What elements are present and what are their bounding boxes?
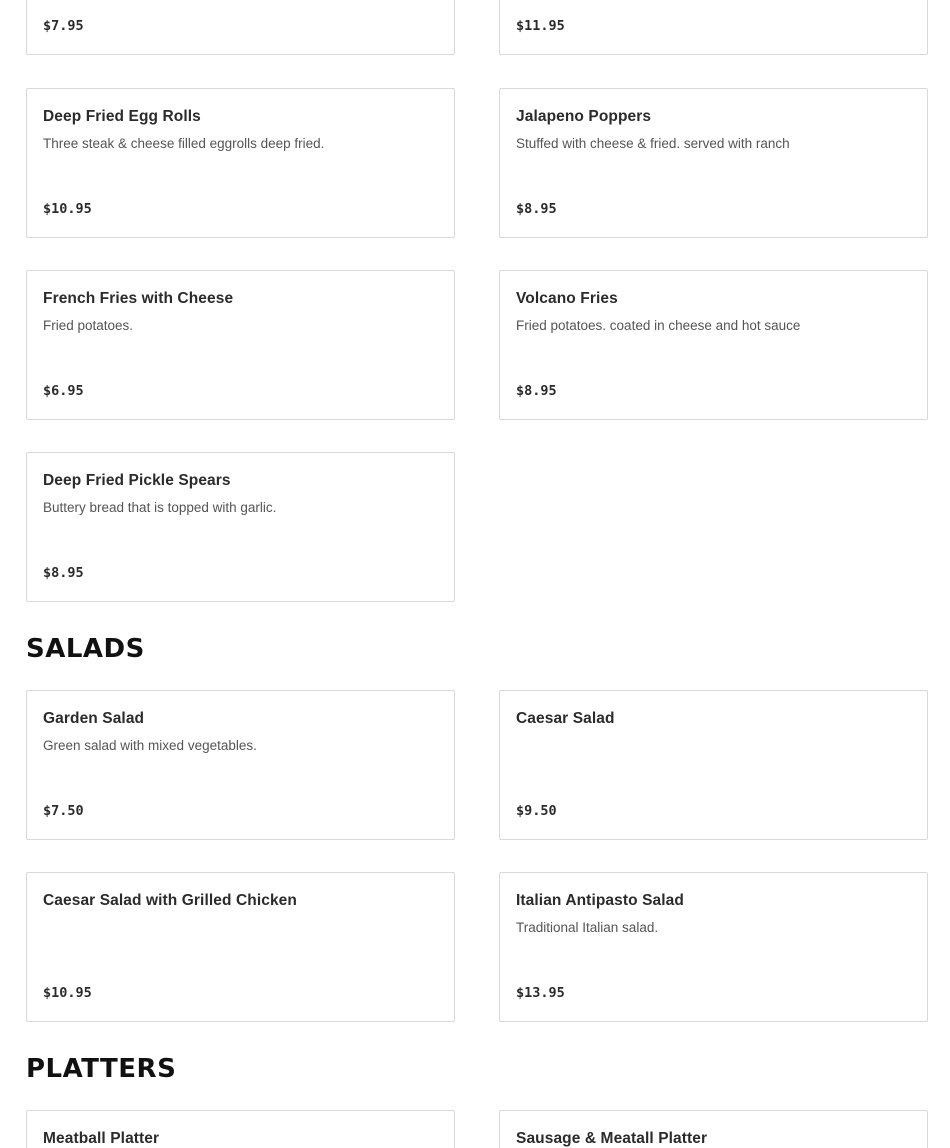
- item-price: $7.95: [43, 18, 84, 34]
- menu-item-card[interactable]: [26, 270, 455, 420]
- menu-item-card[interactable]: [499, 270, 928, 420]
- menu-item-card[interactable]: [26, 690, 455, 840]
- item-name: Italian Antipasto Salad: [516, 892, 684, 909]
- item-name: French Fries with Cheese: [43, 290, 234, 307]
- item-price: $6.95: [43, 383, 84, 399]
- item-price: $9.50: [516, 803, 557, 819]
- item-name: Caesar Salad with Grilled Chicken: [43, 892, 297, 909]
- menu-item-card[interactable]: [26, 872, 455, 1022]
- item-price: $8.95: [516, 201, 557, 217]
- item-price: $7.50: [43, 803, 84, 819]
- item-name: Deep Fried Pickle Spears: [43, 472, 231, 489]
- item-description: Buttery bread that is topped with garlic.: [43, 500, 277, 515]
- item-name: Garden Salad: [43, 710, 145, 727]
- item-description: Fried potatoes.: [43, 318, 134, 333]
- menu-item-card[interactable]: [499, 690, 928, 840]
- item-name: Meatball Platter: [43, 1130, 160, 1147]
- menu-item-card[interactable]: [499, 872, 928, 1022]
- item-price: $11.95: [516, 18, 565, 34]
- item-name: Jalapeno Poppers: [516, 108, 652, 125]
- item-description: Stuffed with cheese & fried. served with ranch: [516, 136, 790, 151]
- menu-item-card[interactable]: [26, 1110, 455, 1148]
- item-name: Caesar Salad: [516, 710, 615, 727]
- item-price: $8.95: [43, 565, 84, 581]
- item-price: $10.95: [43, 201, 92, 217]
- item-description: Fried potatoes. coated in cheese and hot sauce: [516, 318, 801, 333]
- menu-item-card[interactable]: [26, 452, 455, 602]
- menu-item-card[interactable]: [499, 0, 928, 55]
- menu-item-card[interactable]: [499, 1110, 928, 1148]
- item-description: Traditional Italian salad.: [516, 920, 659, 935]
- item-description: Three steak & cheese filled eggrolls deep fried.: [43, 136, 325, 151]
- item-price: $10.95: [43, 985, 92, 1001]
- item-name: Deep Fried Egg Rolls: [43, 108, 201, 125]
- item-name: Sausage & Meatall Platter: [516, 1130, 708, 1147]
- section-title-platters: PLATTERS: [26, 1054, 177, 1084]
- item-name: Volcano Fries: [516, 290, 618, 307]
- item-description: Green salad with mixed vegetables.: [43, 738, 257, 753]
- item-price: $8.95: [516, 383, 557, 399]
- menu-item-card[interactable]: [499, 88, 928, 238]
- section-title-salads: SALADS: [26, 634, 145, 664]
- menu-item-card[interactable]: [26, 0, 455, 55]
- item-price: $13.95: [516, 985, 565, 1001]
- menu-item-card[interactable]: [26, 88, 455, 238]
